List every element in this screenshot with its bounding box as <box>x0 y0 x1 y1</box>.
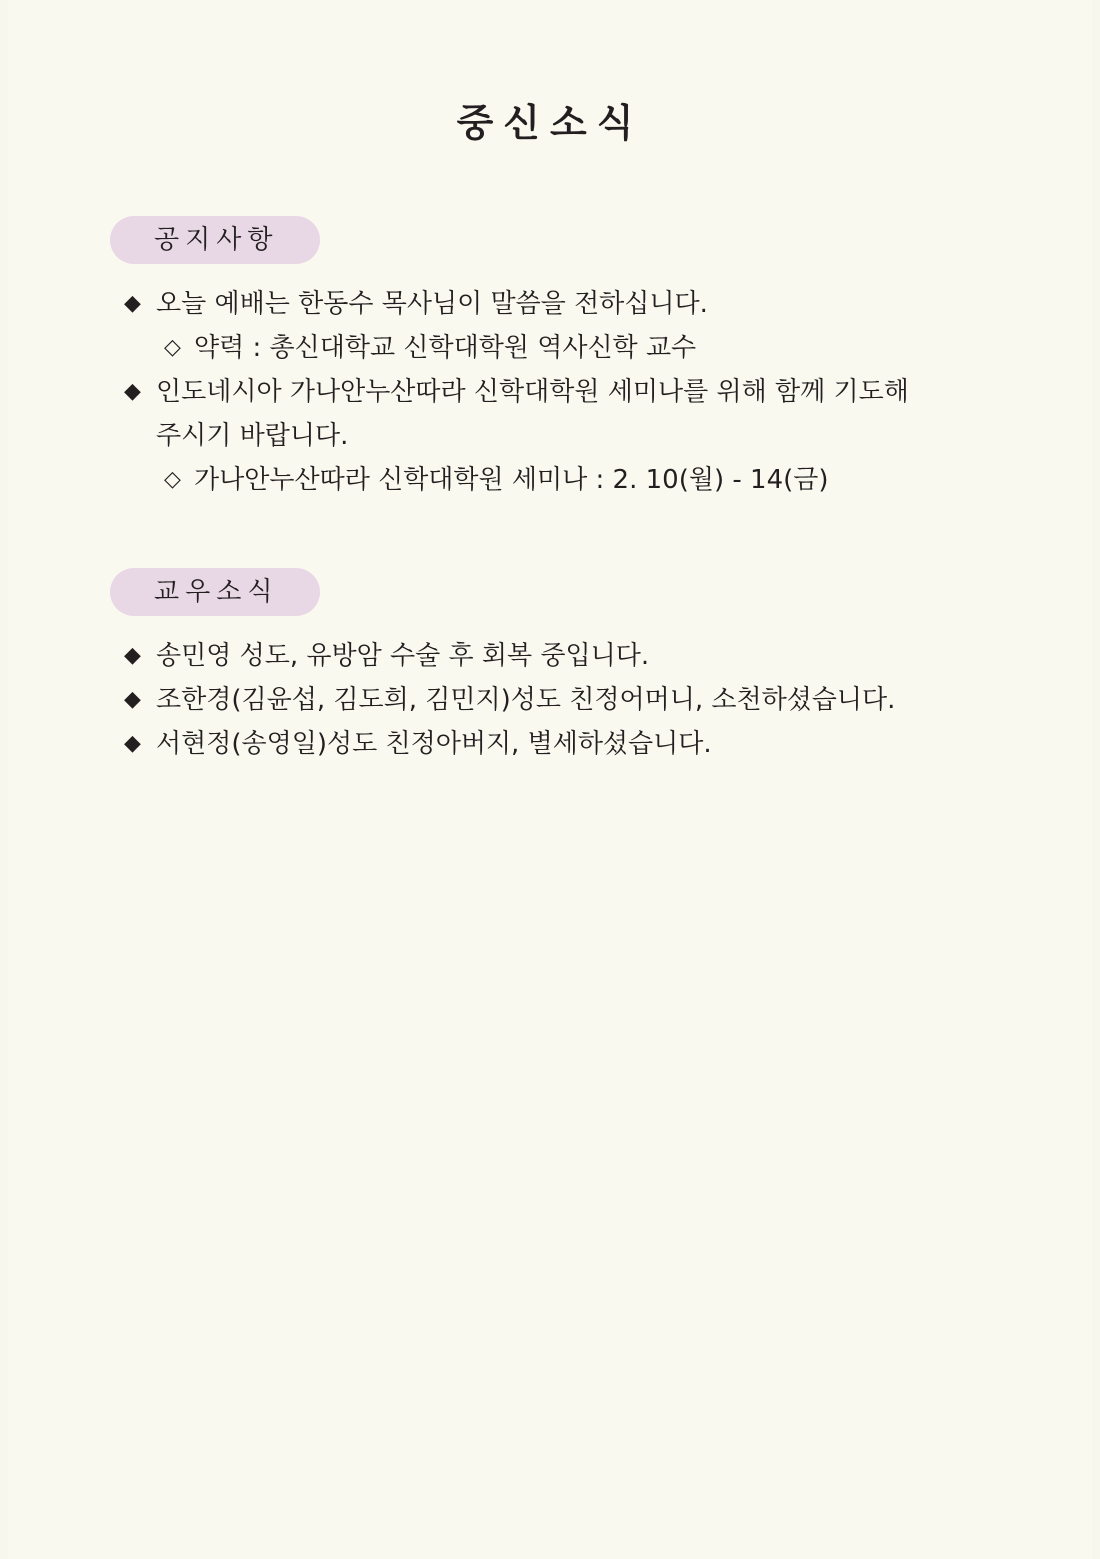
member-news-item <box>124 634 1004 678</box>
member-news-item <box>124 678 1004 722</box>
member-news-text: 조한경(김윤섭, 김도희, 김민지)성도 친정어머니, 소천하셨습니다. <box>156 685 896 715</box>
notices-list <box>124 282 1004 502</box>
notice-text: 인도네시아 가나안누산따라 신학대학원 세미나를 위해 함께 기도해 주시기 바랍니다. <box>156 377 909 451</box>
notice-item <box>124 370 914 458</box>
member-news-text: 서현정(송영일)성도 친정아버지, 별세하셨습니다. <box>156 729 712 759</box>
notice-subitem-text: 약력 : 총신대학교 신학대학원 역사신학 교수 <box>194 333 697 363</box>
black-diamond-icon: ◆ <box>124 643 141 668</box>
black-diamond-icon: ◆ <box>124 687 141 712</box>
black-diamond-icon: ◆ <box>124 291 141 316</box>
page-title: 중신소식 <box>456 101 644 145</box>
members-list <box>124 634 1004 766</box>
black-diamond-icon: ◆ <box>124 731 141 756</box>
member-news-item <box>124 722 1004 766</box>
notice-subitem-text: 가나안누산따라 신학대학원 세미나 : 2. 10(월) - 14(금) <box>194 465 829 495</box>
white-diamond-icon: ◇ <box>164 335 181 360</box>
black-diamond-icon: ◆ <box>124 379 141 404</box>
members-heading: 교우소식 <box>110 568 320 616</box>
white-diamond-icon: ◇ <box>164 467 181 492</box>
notice-item <box>124 282 1004 326</box>
member-news-text: 송민영 성도, 유방암 수술 후 회복 중입니다. <box>156 641 650 671</box>
notices-heading: 공지사항 <box>110 216 320 264</box>
notice-subitem <box>124 326 1004 370</box>
notice-subitem <box>124 458 1004 502</box>
notice-text: 오늘 예배는 한동수 목사님이 말씀을 전하십니다. <box>156 289 708 319</box>
